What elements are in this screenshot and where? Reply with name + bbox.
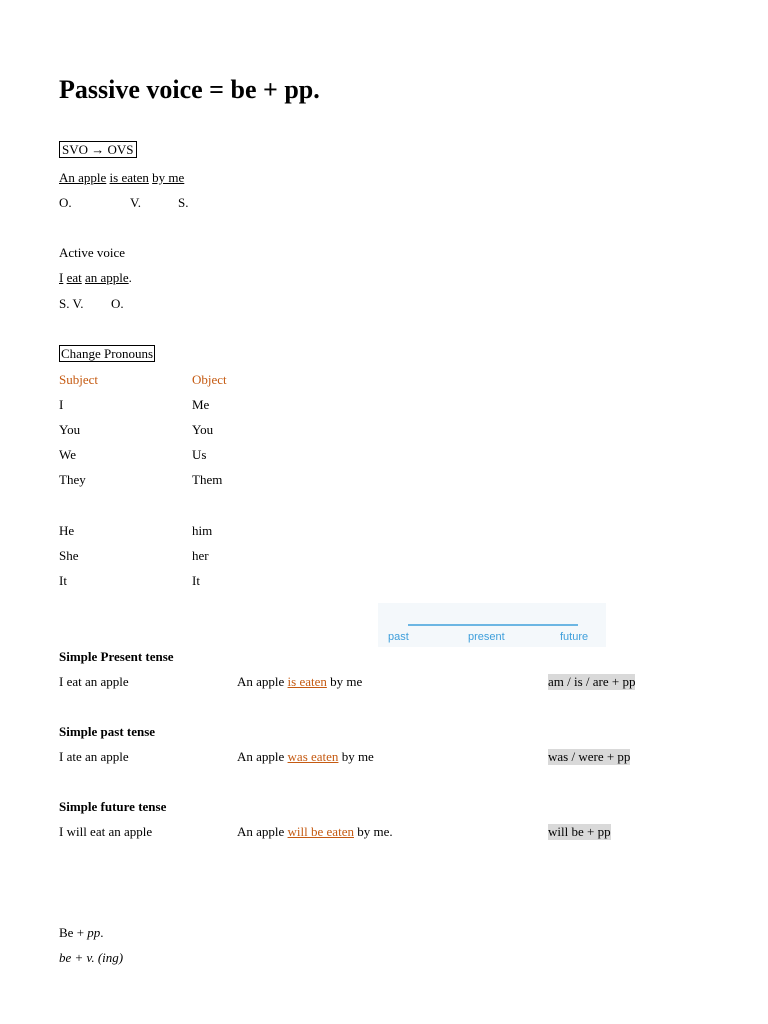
passive-verb: is eaten [287, 674, 327, 689]
active-subject: I [59, 270, 64, 285]
active-label-o: O. [111, 296, 124, 311]
tense-passive-example [237, 824, 393, 840]
footer-be: Be + [59, 925, 88, 940]
pronoun-subject: She [59, 548, 79, 563]
tense-passive-example [237, 749, 374, 765]
timeline-present: present [468, 631, 505, 643]
svo-ovs-label: SVO → OVS [59, 141, 137, 158]
tense-active-example: I ate an apple [59, 749, 129, 764]
svo-ovs-box [59, 142, 137, 158]
pronoun-object: Us [192, 447, 207, 462]
passive-subject: by me [152, 170, 185, 185]
pronoun-object: Them [192, 472, 223, 487]
passive-post: by me [341, 749, 374, 764]
pronoun-subject: He [59, 523, 75, 538]
passive-example-sentence [59, 170, 184, 186]
change-pronouns-box [59, 346, 155, 362]
page-title: Passive voice = be + pp. [59, 75, 320, 104]
pronoun-object: You [192, 422, 214, 437]
footer-pp: pp [87, 925, 101, 940]
active-verb: eat [66, 270, 82, 285]
tense-name: Simple past tense [59, 724, 156, 739]
passive-pre: An apple [237, 674, 285, 689]
active-period: . [128, 270, 132, 285]
passive-verb: is eaten [109, 170, 149, 185]
timeline-future: future [560, 631, 589, 643]
footer-period: . [100, 925, 104, 940]
pronoun-subject: It [59, 573, 67, 588]
passive-post: by me. [357, 824, 393, 839]
pronoun-subject: You [59, 422, 81, 437]
active-voice-heading: Active voice [59, 245, 126, 260]
tense-active-example: I eat an apple [59, 674, 129, 689]
passive-verb: will be eaten [287, 824, 354, 839]
active-object: an apple [85, 270, 129, 285]
tense-name: Simple Present tense [59, 649, 174, 664]
pronoun-subject: We [59, 447, 76, 462]
passive-pre: An apple [237, 749, 285, 764]
timeline-diagram [378, 603, 606, 647]
tense-active-example: I will eat an apple [59, 824, 153, 839]
active-labels-sv: S. V. [59, 296, 84, 311]
pronoun-object: him [192, 523, 213, 538]
footer-line-2: be + v. (ing) [59, 950, 124, 965]
tense-formula: am / is / are + pp [548, 674, 636, 689]
passive-post: by me [330, 674, 363, 689]
pronoun-object: her [192, 548, 209, 563]
pronoun-subject: I [59, 397, 64, 412]
tense-passive-example [237, 674, 362, 690]
label-v: V. [130, 195, 141, 210]
pronoun-object: It [192, 573, 200, 588]
subject-header: Subject [59, 372, 98, 387]
passive-object: An apple [59, 170, 107, 185]
tense-formula: will be + pp [548, 824, 611, 839]
footer-line-1 [59, 925, 104, 941]
passive-verb: was eaten [287, 749, 339, 764]
label-s: S. [178, 195, 189, 210]
passive-pre: An apple [237, 824, 285, 839]
pronoun-object: Me [192, 397, 210, 412]
pronoun-subject: They [59, 472, 86, 487]
tense-formula: was / were + pp [548, 749, 631, 764]
timeline-past: past [388, 631, 409, 643]
active-example-sentence [59, 270, 132, 286]
object-header: Object [192, 372, 227, 387]
label-o: O. [59, 195, 72, 210]
tense-name: Simple future tense [59, 799, 167, 814]
change-pronouns-label: Change Pronouns [61, 346, 154, 361]
